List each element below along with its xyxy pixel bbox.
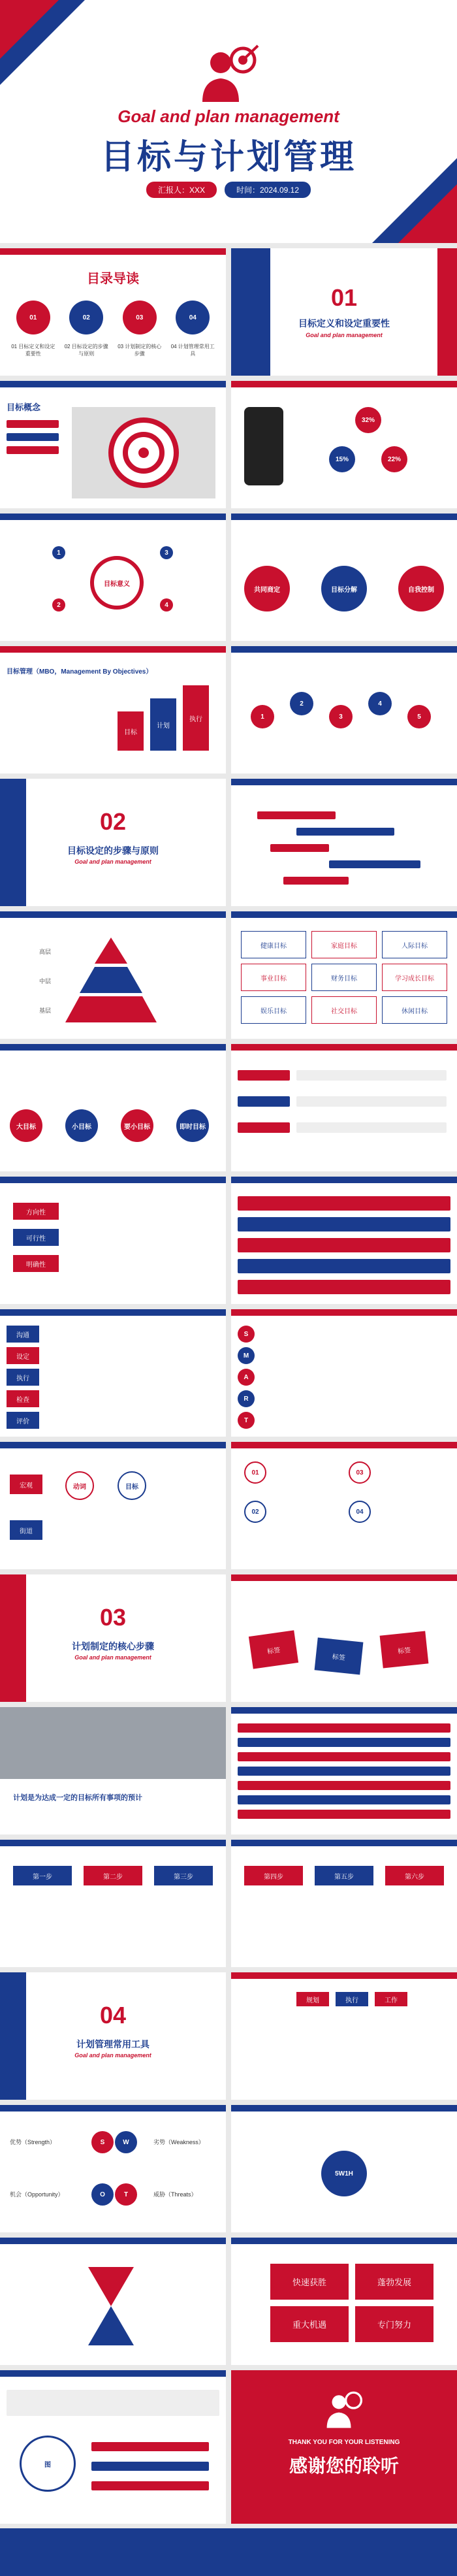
5w1h-center: 5W1H	[321, 2151, 367, 2196]
target-person-icon	[323, 2390, 366, 2429]
toc-slide	[0, 248, 226, 376]
meaning-circle: 目标意义	[90, 556, 144, 610]
section-sub: Goal and plan management	[306, 332, 383, 338]
section-sub: Goal and plan management	[74, 1654, 151, 1661]
section-01-slide	[231, 248, 457, 376]
matrix-cell: 重大机遇	[270, 2306, 349, 2342]
concept-slide	[0, 381, 226, 508]
swot-label: 优势（Strength）	[10, 2139, 56, 2145]
work-tag: 规划	[296, 1992, 329, 2006]
mbo-slide: 目标管理（MBO，Management By Objectives） 目标 计划 执行	[0, 646, 226, 774]
grid-cell: 健康目标	[241, 931, 306, 958]
slide-title: 目标管理（MBO，Management By Objectives）	[7, 668, 153, 676]
work-tag: 执行	[336, 1992, 368, 2006]
step-label: 检查	[7, 1390, 39, 1407]
step-label: 评价	[7, 1412, 39, 1429]
swot-label: 劣势（Weakness）	[153, 2139, 204, 2145]
pyramid-label: 高层	[39, 949, 52, 955]
cover-title-cn: 目标与计划管理	[100, 139, 356, 176]
step-box: 第四步	[244, 1866, 303, 1885]
section-sub: Goal and plan management	[74, 2052, 151, 2059]
smart-letter: M	[238, 1347, 255, 1364]
flow-node: 大目标	[10, 1109, 42, 1142]
step-box: 第六步	[385, 1866, 444, 1885]
grid-cell: 人际目标	[382, 931, 447, 958]
steps2-slide	[231, 1840, 457, 1967]
tags-slide: 标签 标签 标签	[231, 1574, 457, 1702]
step-label: 设定	[7, 1347, 39, 1364]
section-title: 目标设定的步骤与原则	[67, 845, 159, 856]
steps-slide	[0, 1840, 226, 1967]
grid-cell: 家庭目标	[311, 931, 377, 958]
toc-item-2[interactable]: 02	[69, 301, 103, 334]
summary-slide: 图	[0, 2370, 226, 2524]
swot-slide: 优势（Strength） 劣势（Weakness） 机会（Opportunity） 威胁（Threats） S W O T	[0, 2105, 226, 2232]
step-box: 第三步	[154, 1866, 213, 1885]
toc-label-2: 02 目标设定的步骤与原则	[64, 344, 108, 357]
toc-label-4: 04 计划管理常用工具	[170, 344, 215, 357]
meeting-image-slide: 计划是为达成一定的目标所有事项的预计	[0, 1707, 226, 1834]
section-03-slide	[0, 1574, 226, 1702]
matrix-cell: 快速获胜	[270, 2264, 349, 2300]
smart-letter: T	[238, 1412, 255, 1429]
work-slide	[231, 1972, 457, 2100]
toc-item-4[interactable]: 04	[176, 301, 210, 334]
work-tag: 工作	[375, 1992, 407, 2006]
checklist-slide	[231, 1044, 457, 1171]
meaning-slide: 目标意义 1 2 3 4	[0, 514, 226, 641]
cover-title-en: Goal and plan management	[118, 106, 339, 126]
step-box: 第一步	[13, 1866, 72, 1885]
5w1h-slide	[231, 2105, 457, 2232]
section-sub: Goal and plan management	[74, 858, 151, 865]
grid-cell: 社交目标	[311, 996, 377, 1024]
reporter-badge: 汇报人：XXX	[146, 182, 217, 198]
three-circles-slide: 共同商定 目标分解 自我控制	[231, 514, 457, 641]
toc-item-1[interactable]: 01	[16, 301, 50, 334]
section-number: 02	[99, 808, 127, 835]
grid-cell: 学习成长目标	[382, 964, 447, 991]
toc-item-3[interactable]: 03	[123, 301, 157, 334]
toc-title: 目录导读	[87, 272, 139, 286]
flow2-slide: 宏观 动词 目标 街道	[0, 1442, 226, 1569]
thanks-slide	[231, 2370, 457, 2524]
swot-label: 威胁（Threats）	[153, 2191, 197, 2198]
footer-strip	[0, 2528, 457, 2576]
numbered-list-slide	[231, 1177, 457, 1304]
section-02-slide	[0, 779, 226, 906]
section-number: 01	[330, 284, 358, 311]
smart-letter: S	[238, 1326, 255, 1343]
toc-label-3: 03 计划制定的核心步骤	[118, 344, 162, 357]
smart-slide	[231, 1309, 457, 1437]
toc-label-1: 01 目标定义和设定重要性	[11, 344, 55, 357]
section-number: 03	[99, 1604, 127, 1631]
phone-stats-slide: 32% 15% 22%	[231, 381, 457, 508]
flow-node: 要小目标	[121, 1109, 153, 1142]
flow-slide	[0, 1044, 226, 1171]
flow-node: 小目标	[65, 1109, 98, 1142]
thanks-en: THANK YOU FOR YOUR LISTENING	[288, 2439, 400, 2446]
swot-label: 机会（Opportunity）	[10, 2191, 64, 2198]
smart-letter: A	[238, 1369, 255, 1386]
pyramid-chart	[65, 937, 157, 1022]
pyramid-slide	[0, 911, 226, 1039]
hourglass-slide	[0, 2238, 226, 2365]
priority-matrix-slide	[231, 2238, 457, 2365]
grid-cell: 事业目标	[241, 964, 306, 991]
section-title: 计划管理常用工具	[76, 2039, 150, 2049]
rows-slide	[231, 1707, 457, 1834]
hourglass-icon	[85, 2264, 137, 2349]
section-number: 04	[99, 2002, 127, 2029]
section-title: 计划制定的核心步骤	[72, 1641, 154, 1652]
step-label: 执行	[7, 1369, 39, 1386]
cover-slide	[0, 0, 457, 243]
chain-slide: 1 2 3 4 5	[231, 646, 457, 774]
step-label: 沟通	[7, 1326, 39, 1343]
process-slide: 方向性 可行性 明确性	[0, 1177, 226, 1304]
thanks-cn: 感谢您的聆听	[289, 2456, 399, 2476]
step-box: 第五步	[315, 1866, 373, 1885]
corner-decor	[0, 0, 59, 59]
goal-grid-slide	[231, 911, 457, 1039]
flow2-node: 动词	[65, 1471, 94, 1500]
matrix-cell: 蓬勃发展	[355, 2264, 433, 2300]
date-badge: 时间：2024.09.12	[225, 182, 311, 198]
target-image	[72, 407, 215, 498]
flow-node: 即时目标	[176, 1109, 209, 1142]
matrix-cell: 专门努力	[355, 2306, 433, 2342]
grid-cell: 娱乐目标	[241, 996, 306, 1024]
pyramid-label: 基层	[39, 1007, 52, 1014]
badges-slide: 01 02 03 04	[231, 1442, 457, 1569]
flow2-node: 宏观	[10, 1475, 42, 1494]
section-04-slide	[0, 1972, 226, 2100]
slide-title: 目标概念	[7, 402, 41, 412]
grid-cell: 财务目标	[311, 964, 377, 991]
step-box: 第二步	[84, 1866, 142, 1885]
target-person-icon	[196, 44, 261, 103]
flow2-node: 目标	[118, 1471, 146, 1500]
pyramid-label: 中层	[39, 978, 52, 985]
grid-cell: 休闲目标	[382, 996, 447, 1024]
five-steps-slide	[0, 1309, 226, 1437]
smart-letter: R	[238, 1390, 255, 1407]
section-title: 目标定义和设定重要性	[298, 318, 390, 329]
gantt-bars-slide	[231, 779, 457, 906]
